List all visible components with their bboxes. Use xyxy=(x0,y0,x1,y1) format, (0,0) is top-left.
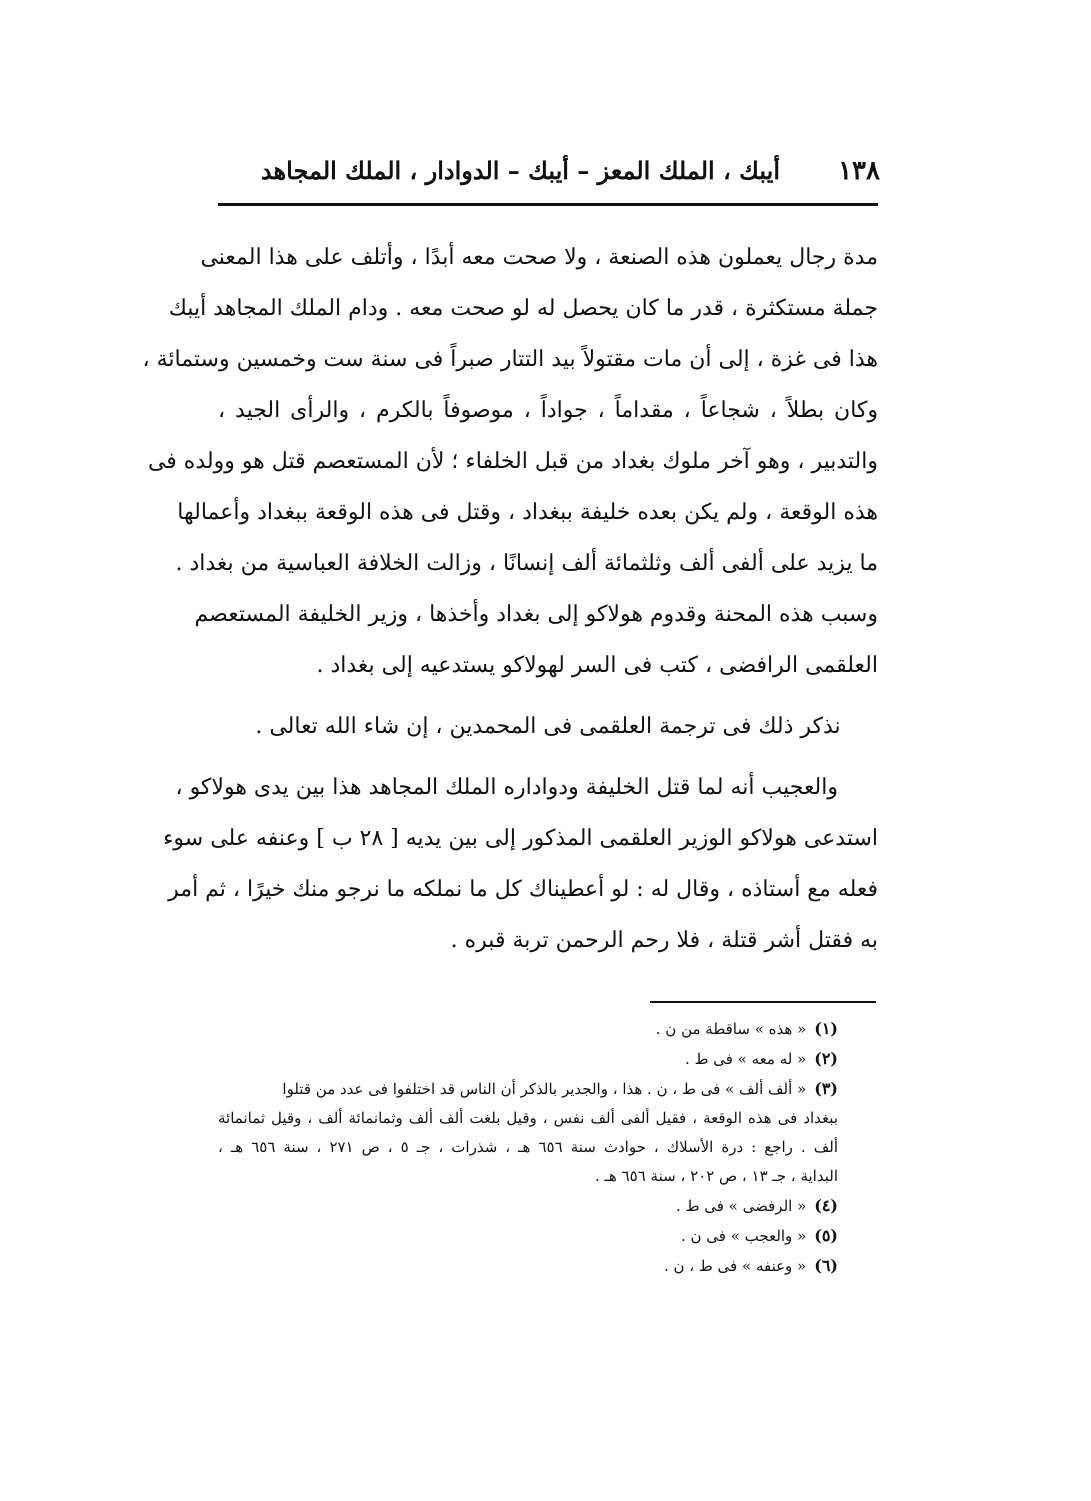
text-line: جملة مستكثرة ، قدر ما كان يحصل له لو صحت معه . ودام الملك المجاهد أيبك xyxy=(168,296,878,321)
footnotes xyxy=(218,1014,838,1281)
footnote-continuation xyxy=(218,1133,838,1162)
footnote xyxy=(218,1191,838,1221)
footnote xyxy=(218,1074,838,1104)
footnote-text: « وعنفه » فى ط ، ن . xyxy=(663,1257,807,1275)
text-line: هذه الوقعة ، ولم يكن بعده خليفة ببغداد ، وقتل فى هذه الوقعة ببغداد وأعمالها xyxy=(177,500,878,525)
text-line: هذا فى غزة ، إلى أن مات مقتولاً بيد التتار صبراً فى سنة ست وخمسين وستمائة ، xyxy=(142,347,878,372)
text-line: به فقتل أشر قتلة ، فلا رحم الرحمن تربة قبره . xyxy=(450,928,878,953)
footnote-number: (٣) xyxy=(814,1079,838,1098)
text-line: وسبب هذه المحنة وقدوم هولاكو إلى بغداد وأخذها ، وزير الخليفة المستعصم xyxy=(194,602,878,627)
running-title: أيبك ، الملك المعز – أيبك – الدوادار ، الملك المجاهد xyxy=(260,156,780,185)
footnote-text: « ألف ألف » فى ط ، ن . هذا ، والجدير بالذكر أن الناس قد اختلفوا فى عدد من قتلوا xyxy=(282,1080,807,1098)
main-text xyxy=(142,232,878,966)
footnote-text: « والعجب » فى ن . xyxy=(680,1227,807,1245)
text-line: العلقمى الرافضى ، كتب فى السر لهولاكو يستدعيه إلى بغداد . xyxy=(316,653,878,678)
footnote-text: البداية ، جـ ١٣ ، ص ٢٠٢ ، سنة ٦٥٦ هـ . xyxy=(595,1167,838,1185)
footnote xyxy=(218,1044,838,1074)
footnote-number: (٤) xyxy=(814,1196,838,1215)
footnote-rule xyxy=(650,1001,876,1003)
footnote-text: « له معه » فى ط . xyxy=(685,1050,807,1068)
footnote-text: ببغداد فى هذه الوقعة ، فقيل ألفى ألف نفس ، وقيل بلغت ألف ألف وثمانمائة ألف ، وقيل ثمانمائة xyxy=(218,1109,838,1127)
page-number: ١٣٨ xyxy=(838,156,880,186)
footnote-continuation xyxy=(218,1162,838,1191)
footnote-text: ألف . راجع : درة الأسلاك ، حوادث سنة ٦٥٦ هـ ، شذرات ، جـ ٥ ، ص ٢٧١ ، سنة ٦٥٦ هـ ، xyxy=(218,1138,838,1156)
footnote-text: « هذه » ساقطة من ن . xyxy=(655,1020,807,1038)
footnote xyxy=(218,1014,838,1044)
header-rule xyxy=(218,203,878,206)
footnote-text: « الرفضى » فى ط . xyxy=(676,1197,807,1215)
text-line: استدعى هولاكو الوزير العلقمى المذكور إلى بين يديه [ ٢٨ ب ] وعنفه على سوء xyxy=(163,826,878,851)
text-line: ما يزيد على ألفى ألف وثلثمائة ألف إنسانًا ، وزالت الخلافة العباسية من بغداد . xyxy=(175,551,878,576)
centered-note-line: نذكر ذلك فى ترجمة العلقمى فى المحمدين ، إن شاء الله تعالى . xyxy=(255,714,841,739)
footnote-number: (١) xyxy=(814,1019,838,1038)
text-line: مدة رجال يعملون هذه الصنعة ، ولا صحت معه أبدًا ، وأتلف على هذا المعنى xyxy=(200,245,878,270)
page-header xyxy=(260,152,880,196)
text-line: والعجيب أنه لما قتل الخليفة ودواداره الملك المجاهد هذا بين يدى هولاكو ، xyxy=(175,775,838,800)
footnote xyxy=(218,1251,838,1281)
footnote-number: (٦) xyxy=(814,1256,838,1275)
text-line: وكان بطلاً ، شجاعاً ، مقداماً ، جواداً ، موصوفاً بالكرم ، والرأى الجيد ، xyxy=(218,398,878,423)
footnote-number: (٥) xyxy=(814,1226,838,1245)
text-line: والتدبير ، وهو آخر ملوك بغداد من قبل الخلفاء ؛ لأن المستعصم قتل هو وولده فى xyxy=(147,449,878,474)
footnote xyxy=(218,1221,838,1251)
text-line: فعله مع أستاذه ، وقال له : لو أعطيناك كل ما نملكه ما نرجو منك خيرًا ، ثم أمر xyxy=(168,877,878,902)
footnote-number: (٢) xyxy=(814,1049,838,1068)
footnote-continuation xyxy=(218,1104,838,1133)
